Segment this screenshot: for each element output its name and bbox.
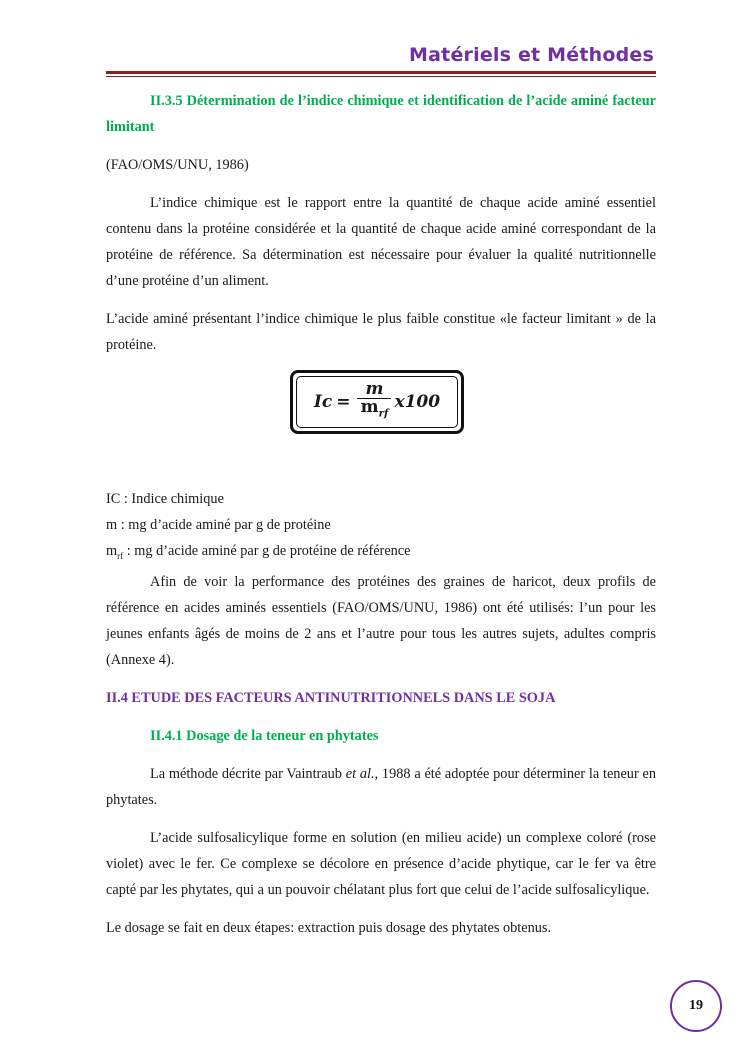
formula-numerator: m: [357, 381, 391, 399]
definition-mrf: $m_{rf}$ : mg d’acide aminé par g de protéine de référence: [106, 543, 411, 561]
definition-ic: IC : Indice chimique: [106, 491, 224, 507]
paragraph-methode-vaintraub: La méthode décrite par Vaintraub et al., 1988 a été adoptée pour déterminer la teneur en phytates.: [106, 765, 656, 808]
paragraph-facteur-limitant: L’acide aminé présentant l’indice chimique le plus faible constitue «le facteur limitant » de la protéine.: [106, 311, 656, 353]
paragraph-acide-sulfosalicylique: L’acide sulfosalicylique forme en solution (en milieu acide) un complexe coloré (rose violet) avec le fer. Ce complexe se décolore en présence d’acide phytique, car le fer va être capté par les phytates, qui a un pouvoir chélatant plus fort que celui de l’acide sulfosalicylique.: [106, 829, 656, 898]
section-heading-24: II.4 ETUDE DES FACTEURS ANTINUTRITIONNELS DANS LE SOJA: [106, 689, 556, 706]
formula-denominator: $m_{rf}$: [360, 397, 389, 420]
header-rule-thick: [106, 71, 656, 74]
paragraph-dosage-etapes: Le dosage se fait en deux étapes: extraction puis dosage des phytates obtenus.: [106, 919, 552, 936]
formula-lhs: Ic: [313, 392, 333, 412]
page-header-title: Matériels et Méthodes: [409, 44, 654, 66]
section-heading-241: II.4.1 Dosage de la teneur en phytates: [150, 727, 379, 744]
page-number-badge: [670, 980, 722, 1032]
formula: [296, 376, 458, 428]
header-rule-thin: [106, 76, 656, 77]
paragraph-indice-definition: L’indice chimique est le rapport entre la quantité de chaque acide aminé essentiel contenu dans la protéine considérée et la quantité de chaque acide aminé correspondant de la protéine de référence. Sa détermination est nécessaire pour évaluer la qualité nutritionnelle d’une protéine d’un aliment.: [106, 195, 656, 289]
formula-box: [290, 370, 464, 434]
paragraph-profils-reference: Afin de voir la performance des protéines des graines de haricot, deux profils de référence en acides aminés essentiels (FAO/OMS/UNU, 1986) ont été utilisés: l’un pour les jeunes enfants âgés de moins de 2 ans et l’autre pour tous les autres sujets, adultes compris (Annexe 4).: [106, 573, 656, 668]
page-number: 19: [689, 998, 703, 1013]
formula-fraction: [357, 381, 391, 422]
section-heading-235: II.3.5 Détermination de l’indice chimique et identification de l’acide aminé facteur limitant: [106, 93, 656, 135]
definition-m: m : mg d’acide aminé par g de protéine: [106, 517, 331, 533]
source-citation: (FAO/OMS/UNU, 1986): [106, 157, 249, 173]
formula-equals: =: [336, 392, 351, 412]
formula-rhs: x100: [394, 392, 441, 412]
page-content: [106, 88, 656, 941]
formula-container: [106, 370, 656, 462]
